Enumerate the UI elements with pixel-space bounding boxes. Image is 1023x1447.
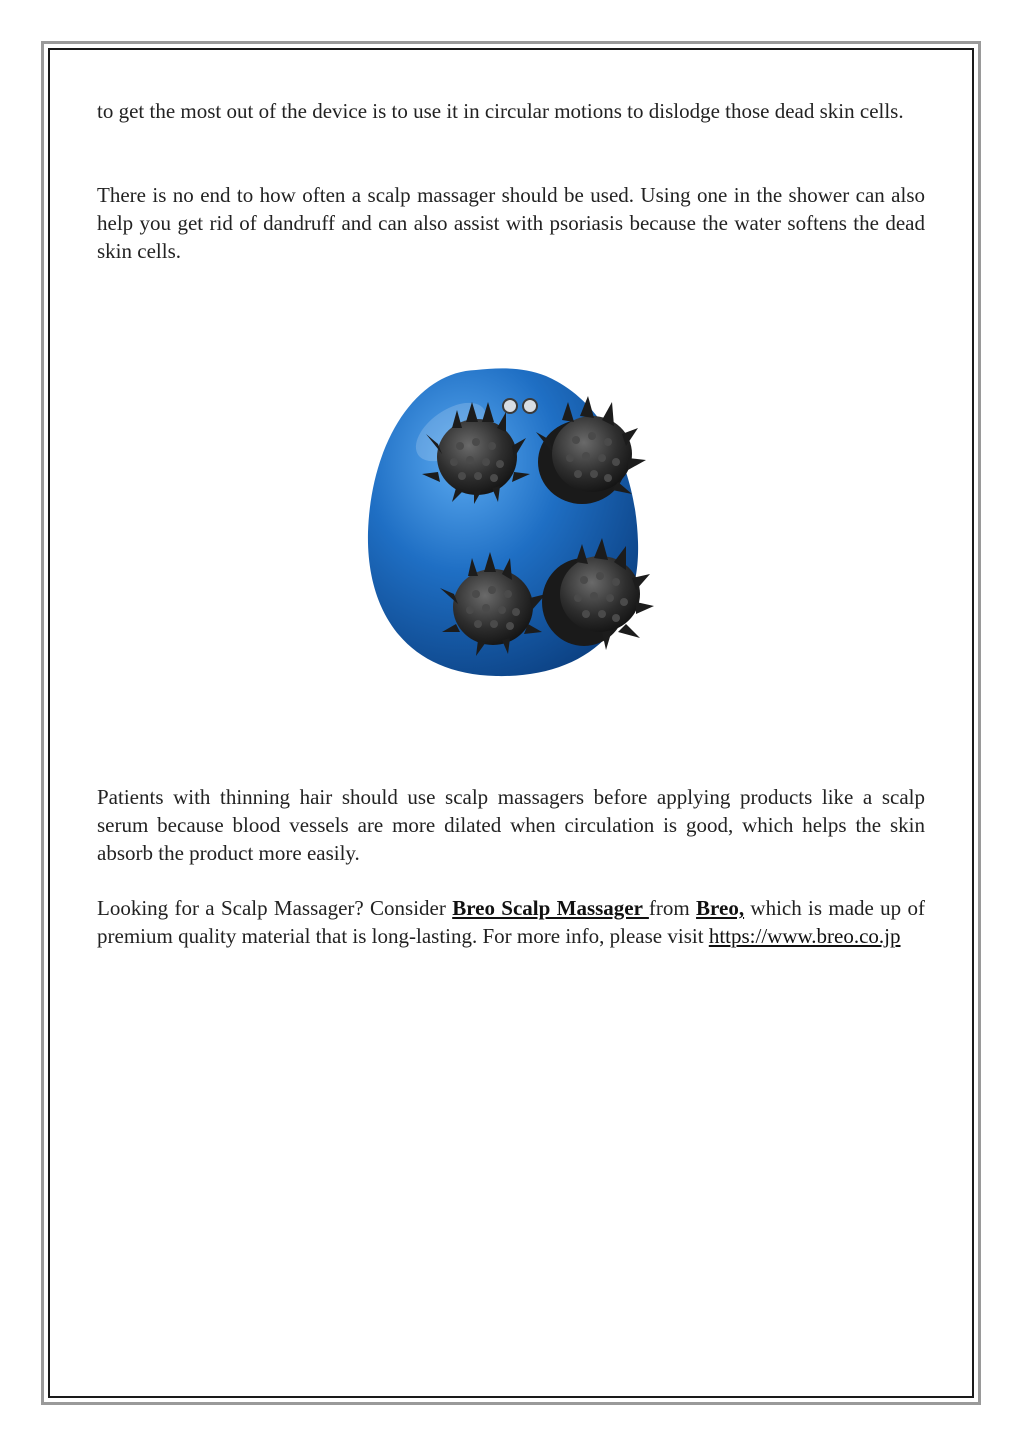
- paragraph-frequency: There is no end to how often a scalp massager should be used. Using one in the shower can also help you get rid of dandruff and can also assist with psoriasis because the water softens the dead skin cells.: [97, 183, 925, 263]
- cta-text-before: Looking for a Scalp Massager? Consider: [97, 896, 453, 920]
- breo-scalp-massager-link[interactable]: Breo Scalp Massager: [452, 896, 649, 920]
- mode-button-icon: [523, 399, 537, 413]
- scalp-massager-image: [356, 362, 666, 682]
- paragraph-thinning-hair: Patients with thinning hair should use scalp massagers before applying products like a scalp serum because blood vessels are more dilated when circulation is good, which helps the skin absorb the product more easily.: [97, 785, 925, 865]
- cta-text-from: from: [648, 896, 697, 920]
- breo-website-link[interactable]: https://www.breo.co.jp: [708, 924, 901, 948]
- paragraph-call-to-action: [97, 894, 925, 950]
- power-button-icon: [503, 399, 517, 413]
- cta-text-after: which is made up of premium quality material that is long-lasting. For more info, please visit: [97, 896, 926, 948]
- breo-brand-link[interactable]: Breo,: [696, 896, 745, 920]
- paragraph-circular-motions: to get the most out of the device is to use it in circular motions to dislodge those dead skin cells.: [97, 99, 904, 123]
